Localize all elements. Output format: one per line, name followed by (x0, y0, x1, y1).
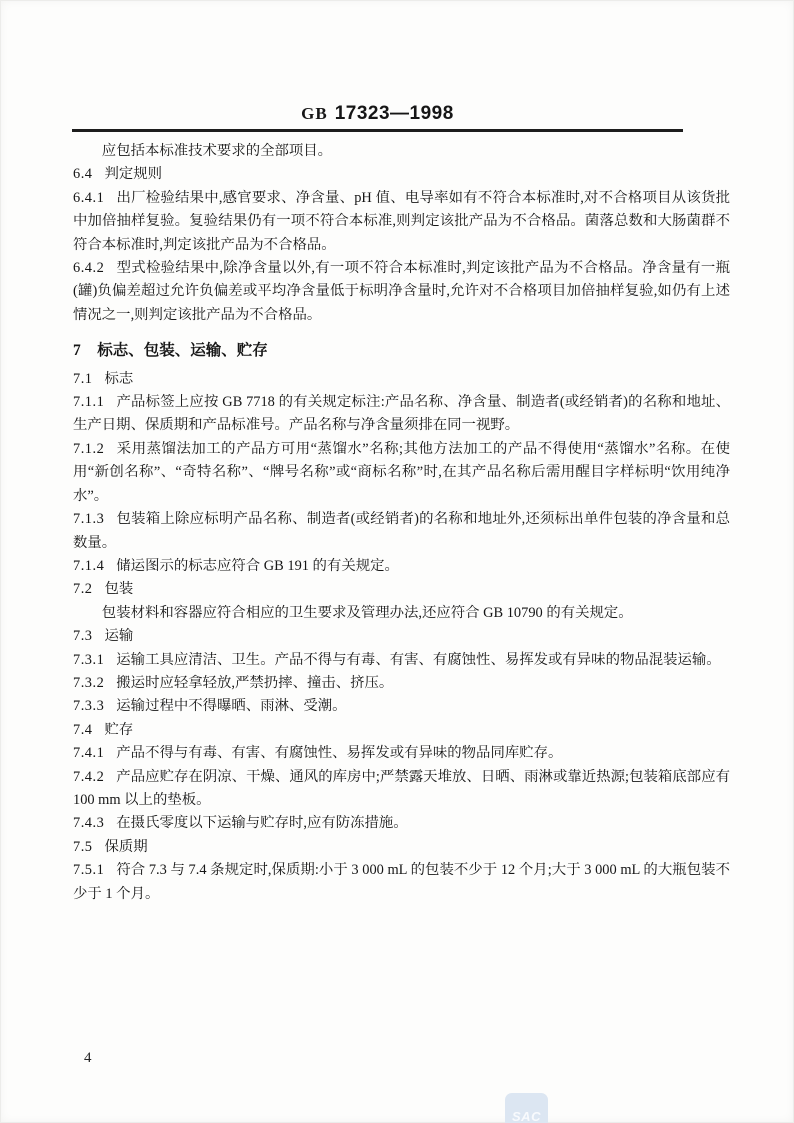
standard-number-header (72, 103, 683, 125)
page-number: 4 (84, 1050, 92, 1066)
clause-text: 储运图示的标志应符合 GB 191 的有关规定。 (116, 557, 399, 574)
clause-text: 搬运时应轻拿轻放,严禁扔摔、撞击、挤压。 (116, 674, 394, 691)
clause-text: 出厂检验结果中,感官要求、净含量、pH 值、电导率如有不符合本标准时,对不合格项目从该货批中加倍抽样复验。复验结果仍有一项不符合本标准,则判定该批产品为不合格品。菌落总数和大肠菌群不符合本标准时,判定该批产品为不合格品。 (73, 189, 730, 253)
clause-text: 产品不得与有毒、有害、有腐蚀性、易挥发或有异味的物品同库贮存。 (116, 745, 563, 762)
clause-number: 6.4.1 (73, 189, 105, 206)
clause-paragraph (73, 649, 730, 672)
clause-number: 7.4.3 (73, 815, 105, 832)
section-title: 标志、包装、运输、贮存 (97, 342, 268, 360)
standard-code: 17323—1998 (334, 103, 454, 124)
clause-paragraph (73, 812, 730, 835)
clause-number: 7.1.4 (73, 557, 105, 574)
clause-number: 7.1.2 (73, 440, 105, 457)
clause-paragraph (73, 257, 730, 327)
clause-number: 7.5.1 (73, 862, 105, 879)
clause-paragraph (73, 555, 730, 578)
clause-text: 运输 (104, 628, 134, 645)
clause-number: 7.3.2 (73, 674, 105, 691)
clause-title (73, 578, 730, 601)
clause-text: 在摄氏零度以下运输与贮存时,应有防冻措施。 (116, 815, 408, 832)
document-body (73, 140, 730, 906)
body-paragraph (73, 140, 730, 163)
clause-number: 7.3 (73, 628, 93, 645)
clause-paragraph (73, 695, 730, 718)
standard-prefix: GB (301, 104, 328, 123)
body-paragraph (73, 602, 730, 625)
clause-title (73, 368, 730, 391)
clause-number: 7.4.1 (73, 745, 105, 762)
clause-number: 7.4.2 (73, 768, 105, 785)
paragraph-text: 包装材料和容器应符合相应的卫生要求及管理办法,还应符合 GB 10790 的有关规定。 (101, 604, 633, 621)
header-rule (72, 129, 683, 132)
clause-number: 7.1 (73, 370, 93, 387)
clause-paragraph (73, 742, 730, 765)
clause-text: 运输工具应清洁、卫生。产品不得与有毒、有害、有腐蚀性、易挥发或有异味的物品混装运输。 (116, 651, 721, 668)
sac-logo-text: SAC (512, 1108, 541, 1123)
clause-number: 7.5 (73, 838, 93, 855)
clause-number: 7.4 (73, 721, 93, 738)
clause-text: 保质期 (104, 838, 148, 855)
clause-text: 标志 (104, 370, 134, 387)
clause-text: 包装箱上除应标明产品名称、制造者(或经销者)的名称和地址外,还须标出单件包装的净含量和总数量。 (73, 511, 730, 551)
clause-number: 7.2 (73, 581, 93, 598)
clause-paragraph (73, 859, 730, 906)
clause-text: 包装 (104, 581, 134, 598)
section-number: 7 (73, 342, 82, 360)
clause-paragraph (73, 672, 730, 695)
clause-number: 7.3.3 (73, 698, 105, 715)
clause-title (73, 719, 730, 742)
clause-number: 7.1.3 (73, 511, 105, 528)
clause-number: 6.4 (73, 166, 93, 183)
clause-title (73, 625, 730, 648)
section-heading (73, 339, 730, 362)
clause-text: 判定规则 (104, 166, 163, 183)
clause-text: 产品标签上应按 GB 7718 的有关规定标注:产品名称、净含量、制造者(或经销者)的名称和地址、生产日期、保质期和产品标准号。产品名称与净含量须排在同一视野。 (73, 394, 730, 434)
clause-number: 7.1.1 (73, 394, 105, 411)
sac-logo-watermark (505, 1093, 548, 1123)
clause-paragraph (73, 508, 730, 555)
clause-text: 型式检验结果中,除净含量以外,有一项不符合本标准时,判定该批产品为不合格品。净含量有一瓶(罐)负偏差超过允许负偏差或平均净含量低于标明净含量时,允许对不合格项目加倍抽样复验,如仍有上述情况之一,则判定该批产品为不合格品。 (73, 260, 730, 323)
clause-paragraph (73, 438, 730, 508)
clause-title (73, 836, 730, 859)
clause-number: 6.4.2 (73, 260, 105, 277)
clause-text: 产品应贮存在阴凉、干燥、通风的库房中;严禁露天堆放、日晒、雨淋或靠近热源;包装箱底部应有 100 mm 以上的垫板。 (73, 768, 730, 808)
clause-title (73, 163, 730, 186)
clause-paragraph (73, 187, 730, 257)
clause-number: 7.3.1 (73, 651, 105, 668)
clause-text: 符合 7.3 与 7.4 条规定时,保质期:小于 3 000 mL 的包装不少于 12 个月;大于 3 000 mL 的大瓶包装不少于 1 个月。 (73, 862, 730, 902)
clause-text: 运输过程中不得曝晒、雨淋、受潮。 (116, 698, 347, 715)
clause-paragraph (73, 766, 730, 813)
clause-paragraph (73, 391, 730, 438)
clause-text: 采用蒸馏法加工的产品方可用“蒸馏水”名称;其他方法加工的产品不得使用“蒸馏水”名称。在使用“新创名称”、“奇特名称”、“牌号名称”或“商标名称”时,在其产品名称后需用醒目字样标明“饮用纯净水”。 (73, 440, 730, 504)
paragraph-text: 应包括本标准技术要求的全部项目。 (101, 143, 333, 159)
clause-text: 贮存 (104, 721, 134, 738)
